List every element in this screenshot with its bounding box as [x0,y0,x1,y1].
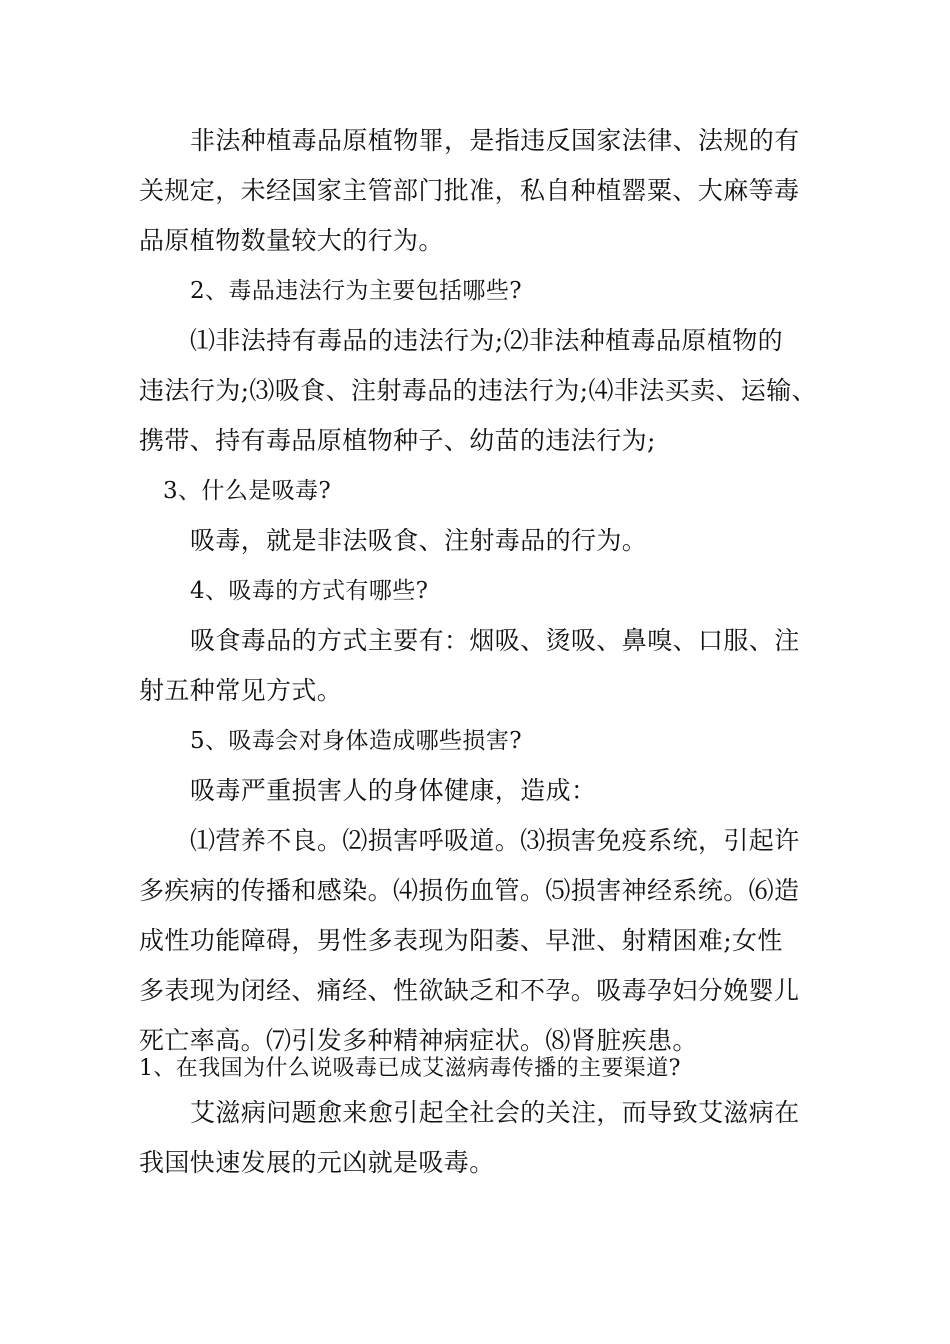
paragraph-line: 非法种植毒品原植物罪，是指违反国家法律、法规的有 [190,126,800,155]
paragraph-line: 多疾病的传播和感染。⑷损伤血管。⑸损害神经系统。⑹造 [139,876,800,905]
paragraph-line: 关规定，未经国家主管部门批准，私自种植罂粟、大麻等毒 [139,176,800,205]
section-heading: 5、吸毒会对身体造成哪些损害? [190,728,522,754]
paragraph-line: 我国快速发展的元凶就是吸毒。 [139,1148,495,1177]
paragraph-line: ⑴营养不良。⑵损害呼吸道。⑶损害免疫系统，引起许 [190,826,800,855]
paragraph-line: 死亡率高。⑺引发多种精神病症状。⑻肾脏疾患。 [139,1026,698,1055]
paragraph-line: 成性功能障碍，男性多表现为阳萎、早泄、射精困难;女性 [139,926,783,955]
paragraph-line: 吸食毒品的方式主要有：烟吸、烫吸、鼻嗅、口服、注 [190,626,800,655]
paragraph-line: 携带、持有毒品原植物种子、幼苗的违法行为; [139,426,656,455]
paragraph-line: 多表现为闭经、痛经、性欲缺乏和不孕。吸毒孕妇分娩婴儿 [139,976,800,1005]
paragraph-line: 艾滋病问题愈来愈引起全社会的关注，而导致艾滋病在 [190,1098,800,1127]
paragraph-line: 吸毒严重损害人的身体健康，造成： [190,776,597,805]
paragraph-line: 射五种常见方式。 [139,676,343,705]
section-heading: 1、在我国为什么说吸毒已成艾滋病毒传播的主要渠道? [139,1056,681,1081]
paragraph-line: 违法行为;⑶吸食、注射毒品的违法行为;⑷非法买卖、运输、 [139,376,818,405]
section-heading: 3、什么是吸毒? [163,478,332,504]
section-heading: 2、毒品违法行为主要包括哪些? [190,278,522,304]
paragraph-line: ⑴非法持有毒品的违法行为;⑵非法种植毒品原植物的 [190,326,784,355]
paragraph-line: 品原植物数量较大的行为。 [139,226,444,255]
section-heading: 4、吸毒的方式有哪些? [190,578,429,604]
paragraph-line: 吸毒，就是非法吸食、注射毒品的行为。 [190,526,648,555]
